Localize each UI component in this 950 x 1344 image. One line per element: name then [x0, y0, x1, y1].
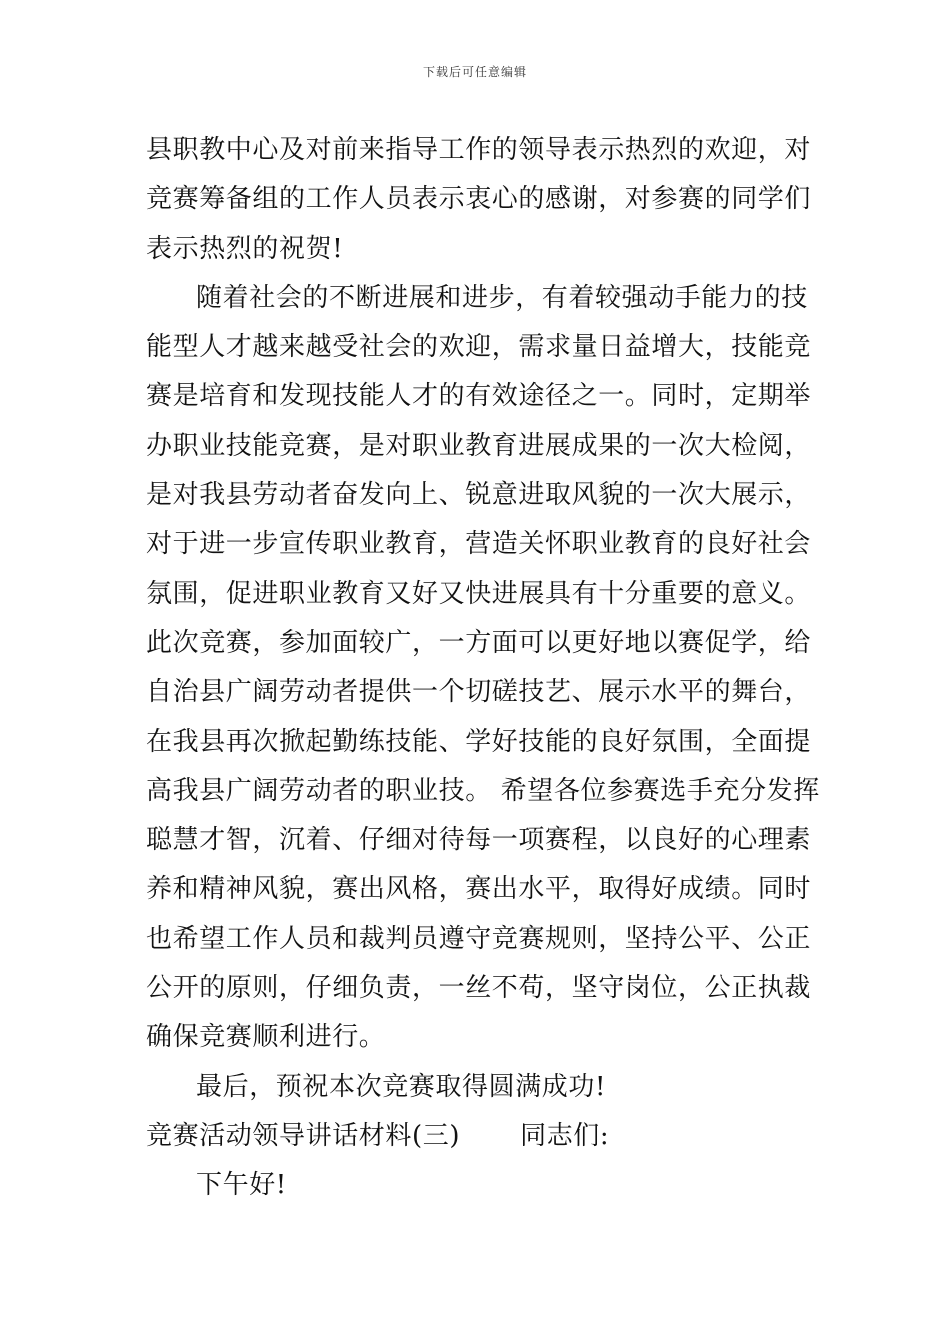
text-line: 赛是培育和发现技能人才的有效途径之一。同时，定期举: [146, 381, 812, 412]
paragraph-start-line: 随着社会的不断进展和进步，有着较强动手能力的技: [196, 282, 808, 313]
text-line: 县职教中心及对前来指导工作的领导表示热烈的欢迎，对: [146, 135, 812, 165]
text-line: 高我县广阔劳动者的职业技。 希望各位参赛选手充分发挥: [146, 775, 820, 806]
text-line: 养和精神风貌，赛出风格，赛出水平，取得好成绩。同时: [146, 874, 812, 905]
text-line: 表示热烈的祝贺!: [146, 233, 344, 264]
text-line: 聪慧才智，沉着、仔细对待每一项赛程，以良好的心理素: [146, 825, 812, 856]
section-heading-line: [146, 1112, 816, 1161]
text-line: 氛围，促进职业教育又好又快进展具有十分重要的意义。: [146, 578, 812, 609]
section-title: 竞赛活动领导讲话材料(三): [146, 1120, 461, 1151]
text-line: 公开的原则，仔细负责，一丝不苟，坚守岗位，公正执裁: [146, 973, 812, 1004]
text-line: 此次竞赛，参加面较广，一方面可以更好地以赛促学，给: [146, 627, 812, 658]
page-header: 下载后可任意编辑: [422, 65, 527, 79]
text-line: 竞赛筹备组的工作人员表示衷心的感谢，对参赛的同学们: [146, 184, 812, 215]
text-line: 是对我县劳动者奋发向上、锐意进取风貌的一次大展示，: [146, 480, 812, 511]
closing-line: 最后，预祝本次竞赛取得圆满成功!: [196, 1071, 607, 1102]
text-line: 也希望工作人员和裁判员遵守竞赛规则，坚持公平、公正: [146, 923, 812, 954]
text-line: 在我县再次掀起勤练技能、学好技能的良好氛围，全面提: [146, 726, 812, 757]
text-line: 能型人才越来越受社会的欢迎，需求量日益增大，技能竞: [146, 332, 812, 363]
greeting: 下午好!: [196, 1170, 287, 1201]
text-line: 自治县广阔劳动者提供一个切磋技艺、展示水平的舞台，: [146, 677, 812, 708]
salutation: 同志们:: [520, 1120, 610, 1151]
document-body: [146, 126, 820, 1211]
text-line: 办职业技能竞赛，是对职业教育进展成果的一次大检阅，: [146, 430, 812, 461]
text-line: 确保竞赛顺利进行。: [146, 1022, 386, 1053]
text-line: 对于进一步宣传职业教育，营造关怀职业教育的良好社会: [146, 529, 812, 560]
